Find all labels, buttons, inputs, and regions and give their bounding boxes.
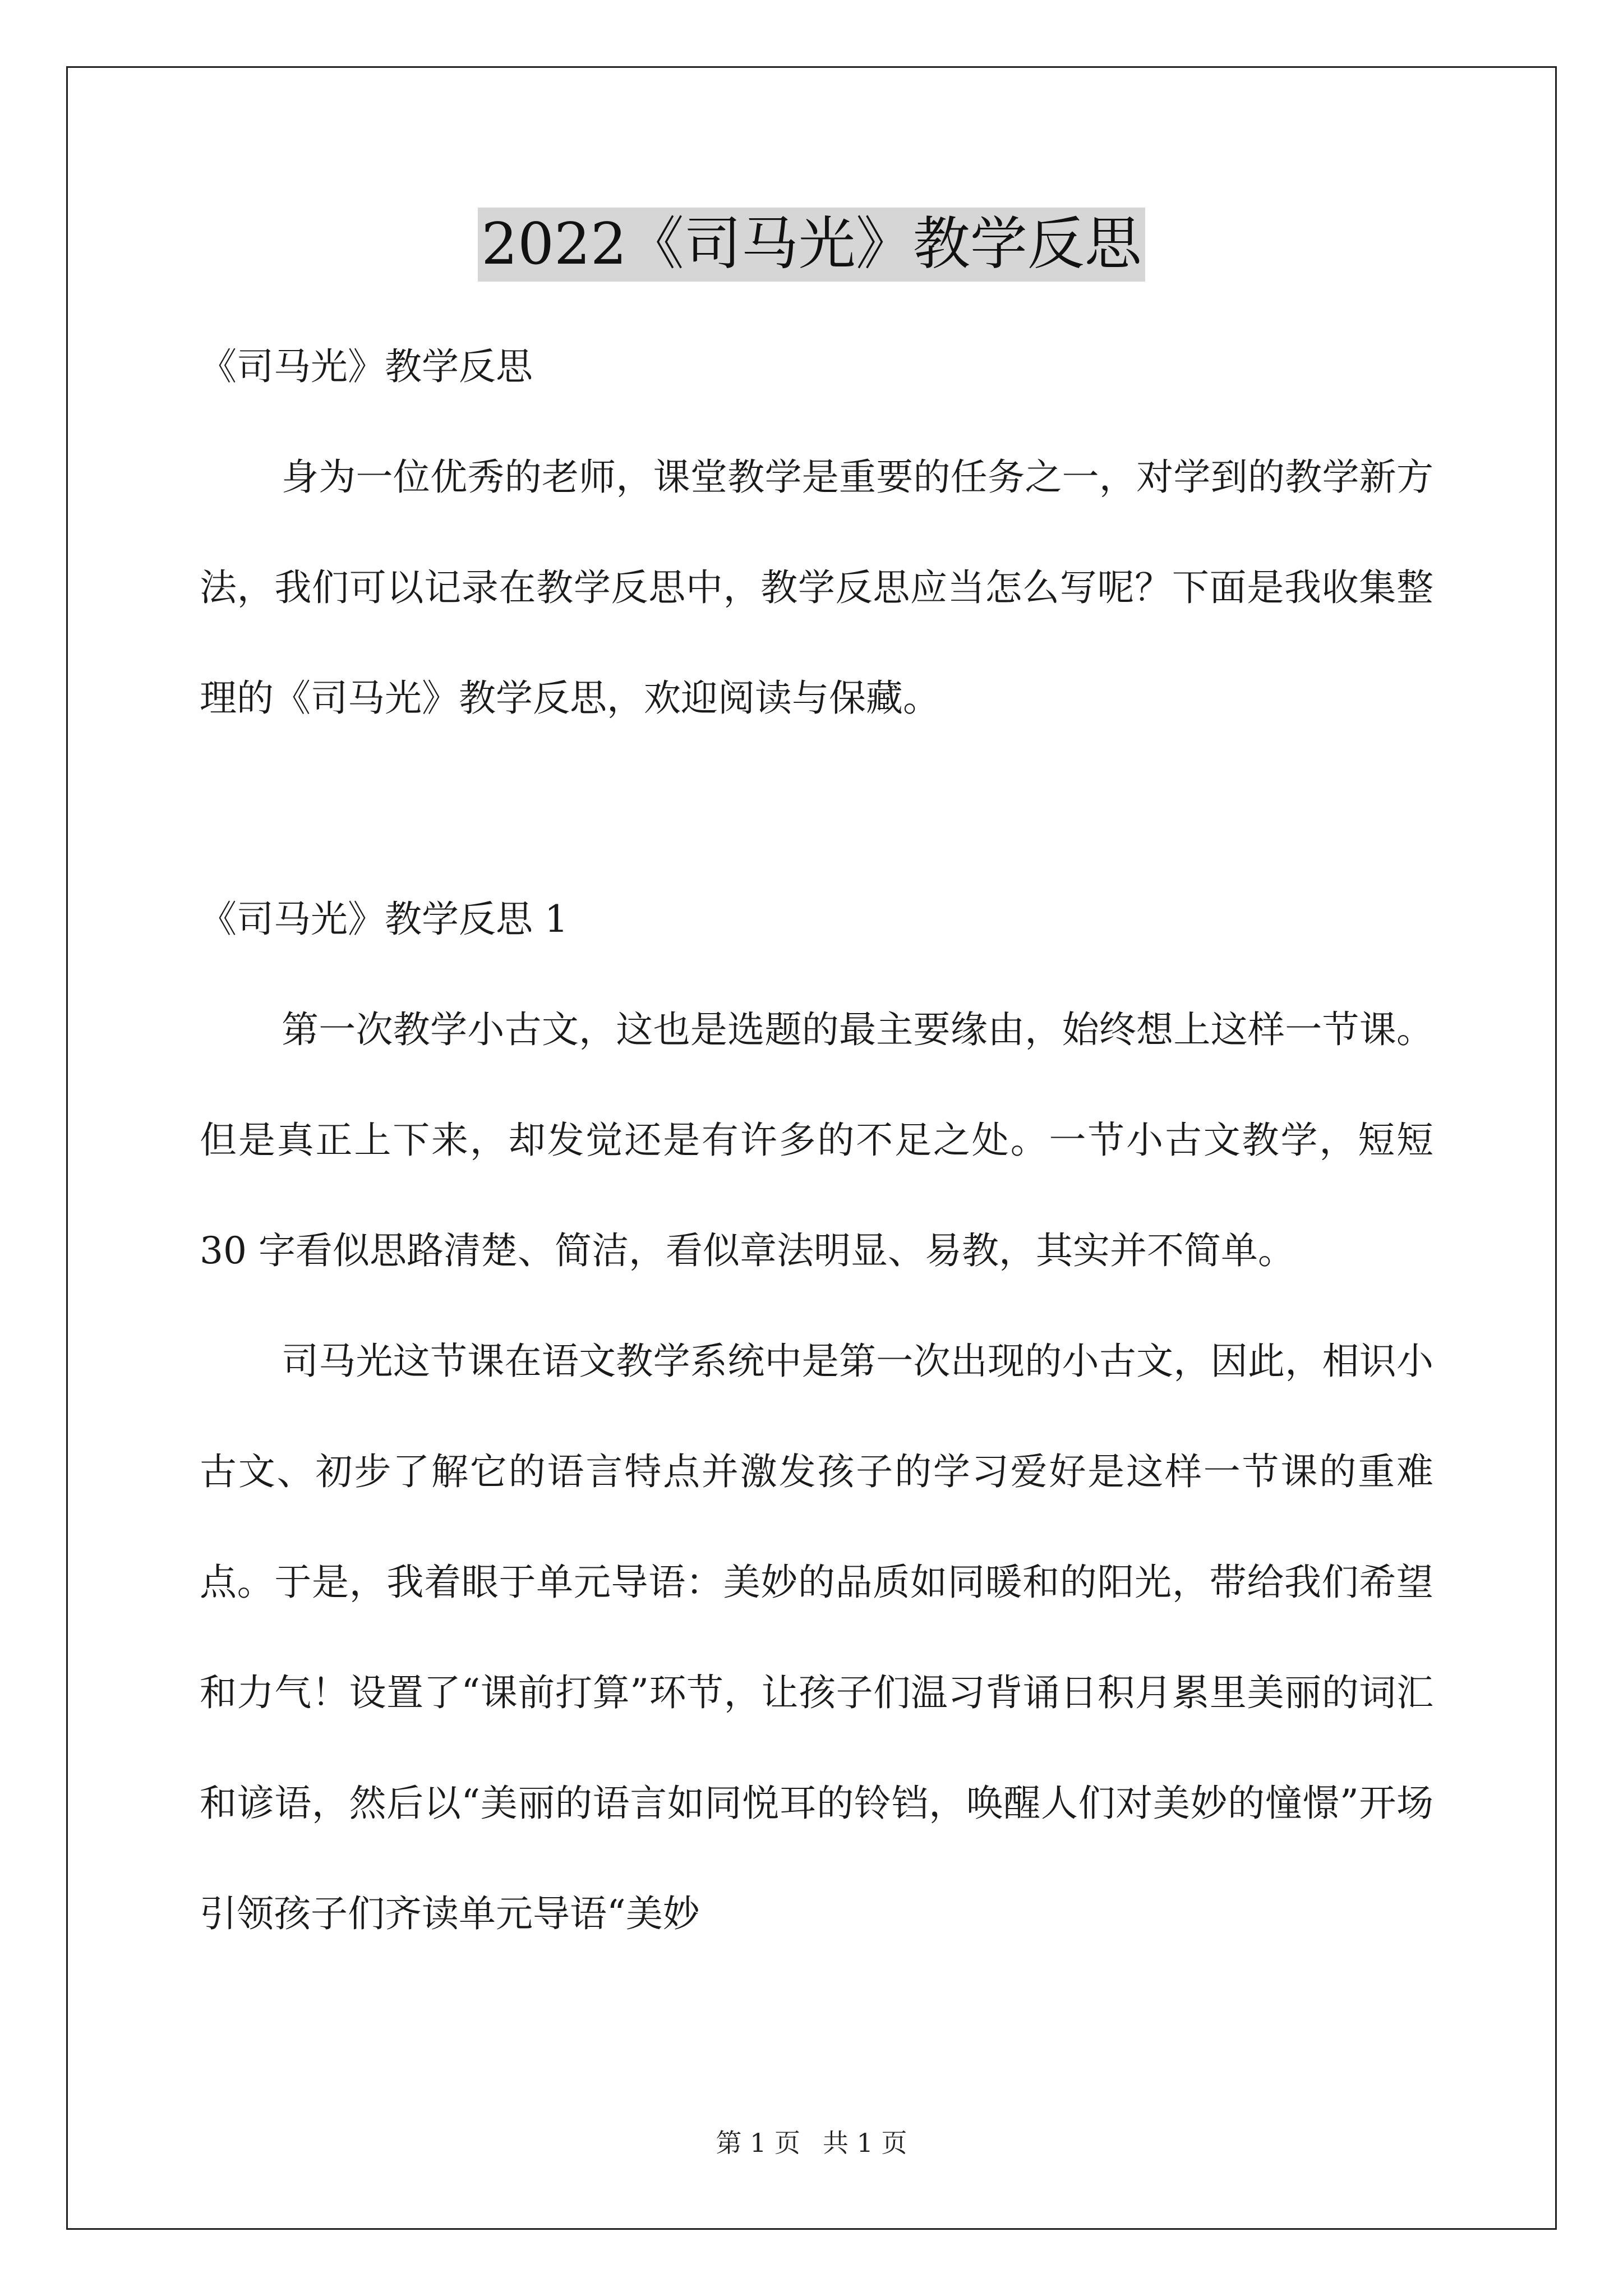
section1-paragraph-1: 第一次教学小古文，这也是选题的最主要缘由，始终想上这样一节课。但是真正上下来，却发觉还是有许多的不足之处。一节小古文教学，短短 30 字看似思路清楚、简洁，看似章法明显、易教，其实并不简单。	[200, 1008, 1433, 1272]
page-number-total: 共 1 页	[823, 2128, 907, 2158]
page-footer	[0, 2126, 1623, 2160]
section1-paragraph-2: 司马光这节课在语文教学系统中是第一次出现的小古文，因此，相识小古文、初步了解它的语言特点并激发孩子的学习爱好是这样一节课的重难点。于是，我着眼于单元导语：美妙的品质如同暖和的阳光，带给我们希望和力气！设置了“课前打算”环节，让孩子们温习背诵日积月累里美丽的词汇和谚语，然后以“美丽的语言如同悦耳的铃铛，唤醒人们对美妙的憧憬”开场引领孩子们齐读单元导语“美妙	[200, 1340, 1433, 1935]
document-title: 2022《司马光》教学反思	[478, 208, 1145, 282]
document-body	[200, 311, 1433, 1969]
section-spacer	[200, 753, 1433, 864]
intro-paragraph: 身为一位优秀的老师，课堂教学是重要的任务之一，对学到的教学新方法，我们可以记录在教学反思中，教学反思应当怎么写呢？下面是我收集整理的《司马光》教学反思，欢迎阅读与保藏。	[200, 455, 1433, 720]
section1-heading: 《司马光》教学反思 1	[200, 898, 568, 941]
intro-heading: 《司马光》教学反思	[200, 345, 533, 388]
title-container	[0, 208, 1623, 282]
page-number-current: 第 1 页	[716, 2128, 800, 2158]
